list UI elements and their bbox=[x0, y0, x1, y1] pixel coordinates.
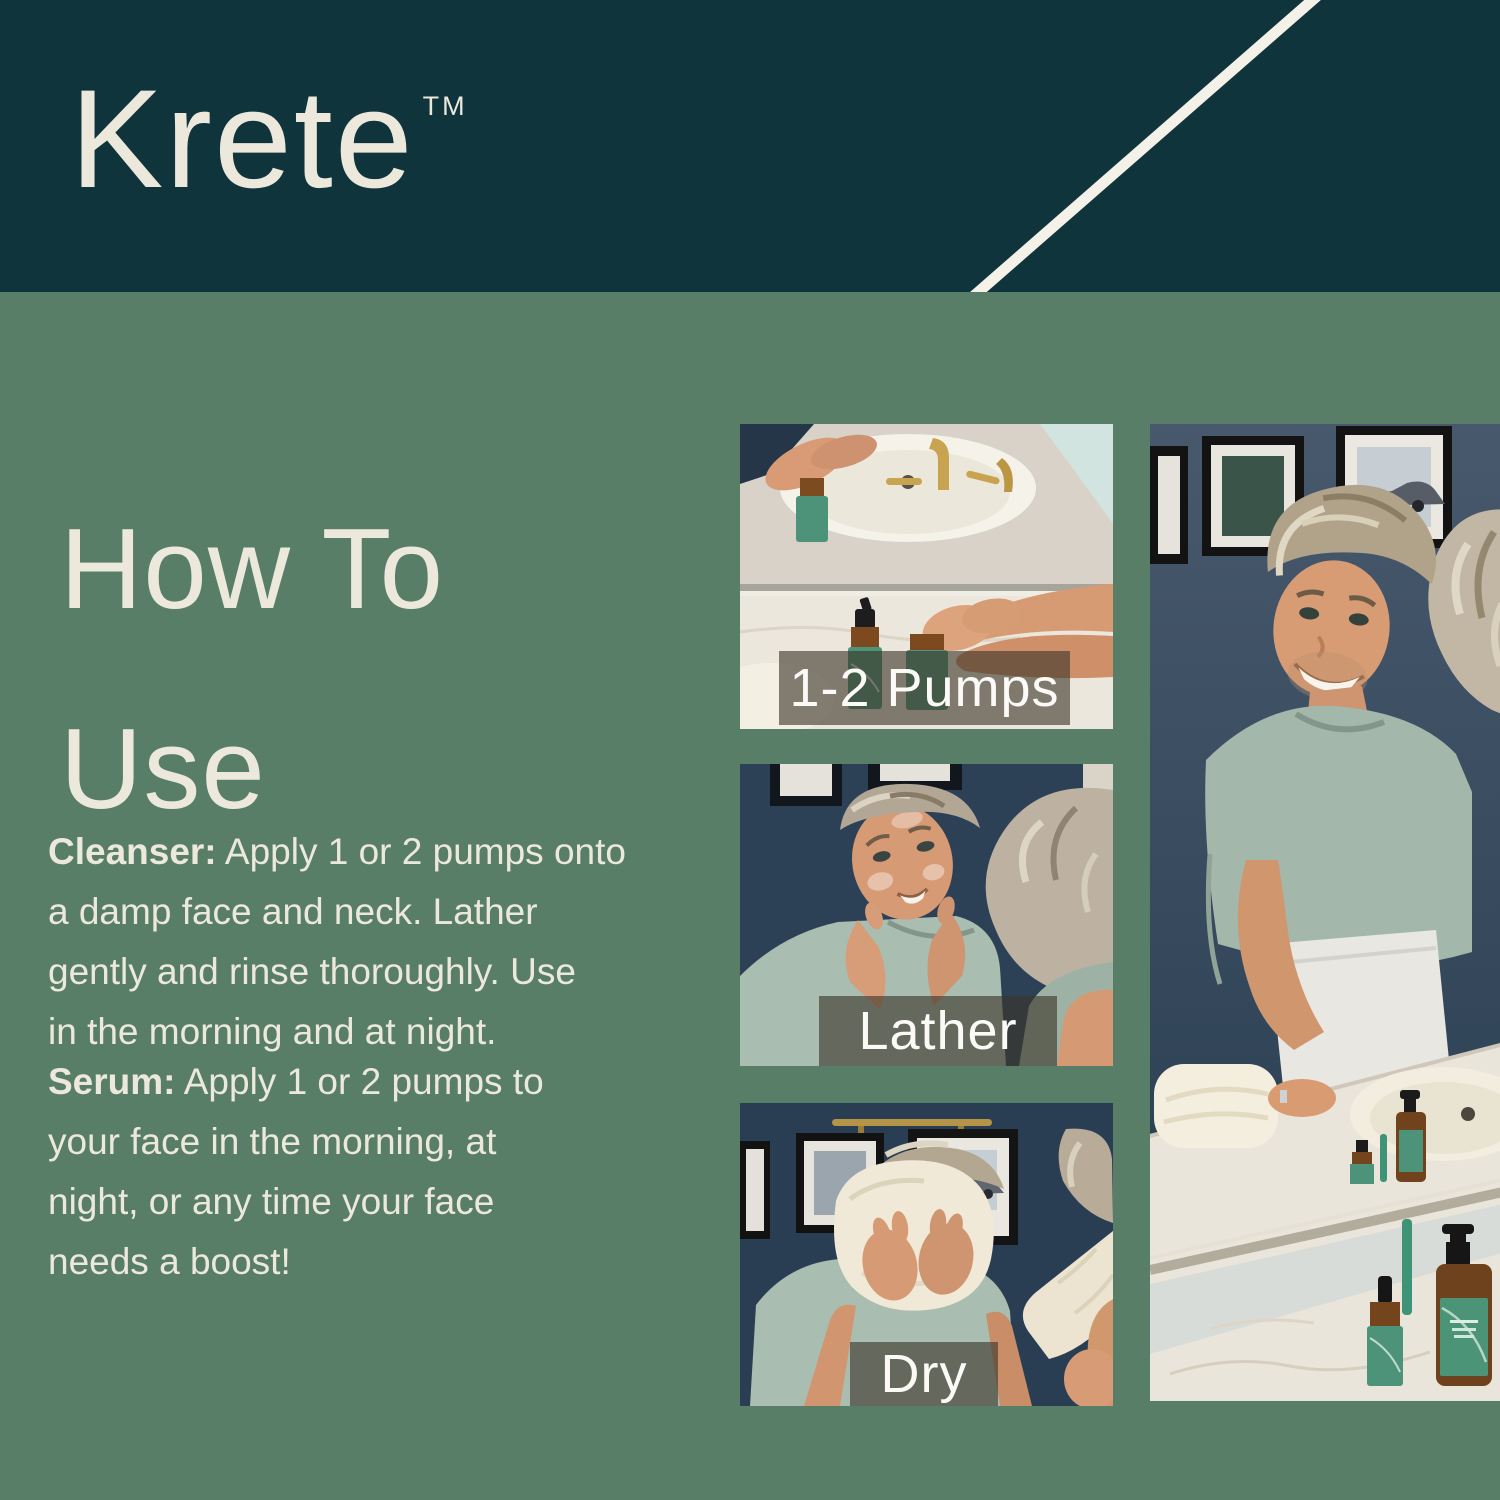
brand-logo bbox=[70, 60, 468, 248]
cleanser-line-4: in the morning and at night. bbox=[48, 1011, 497, 1052]
cleanser-instructions bbox=[48, 822, 626, 1062]
cleanser-line-2: a damp face and neck. Lather bbox=[48, 891, 538, 932]
step-label-lather: Lather bbox=[858, 1001, 1018, 1061]
serum-instructions bbox=[48, 1052, 544, 1292]
cleanser-line-1 bbox=[48, 822, 626, 882]
step-caption-pumps bbox=[779, 651, 1070, 725]
title-line-2: Use bbox=[60, 706, 266, 833]
header-band bbox=[0, 0, 1500, 292]
main-photo bbox=[1150, 424, 1500, 1401]
page-title bbox=[60, 470, 444, 870]
step-photo-dry bbox=[740, 1103, 1113, 1406]
step-photo-pumps bbox=[740, 424, 1113, 729]
step-photo-lather bbox=[740, 764, 1113, 1066]
trademark-mark: TM bbox=[422, 91, 468, 121]
cleanser-line-3: gently and rinse thoroughly. Use bbox=[48, 951, 576, 992]
main-photo-illustration bbox=[1150, 424, 1500, 1401]
serum-line-1 bbox=[48, 1052, 544, 1112]
step-label-pumps: 1-2 Pumps bbox=[789, 658, 1060, 718]
step-caption-lather bbox=[819, 996, 1057, 1066]
step-caption-dry bbox=[850, 1342, 998, 1406]
cleanser-text: Apply 1 or 2 pumps onto bbox=[224, 831, 626, 872]
title-line-1: How To bbox=[60, 506, 445, 633]
cleanser-label: Cleanser: bbox=[48, 831, 217, 872]
serum-text: Apply 1 or 2 pumps to bbox=[183, 1061, 544, 1102]
brand-name: Krete bbox=[70, 60, 415, 217]
serum-label: Serum: bbox=[48, 1061, 176, 1102]
step-label-dry: Dry bbox=[880, 1344, 968, 1404]
serum-line-3: night, or any time your face bbox=[48, 1181, 495, 1222]
serum-line-2: your face in the morning, at bbox=[48, 1121, 497, 1162]
serum-line-4: needs a boost! bbox=[48, 1241, 291, 1282]
